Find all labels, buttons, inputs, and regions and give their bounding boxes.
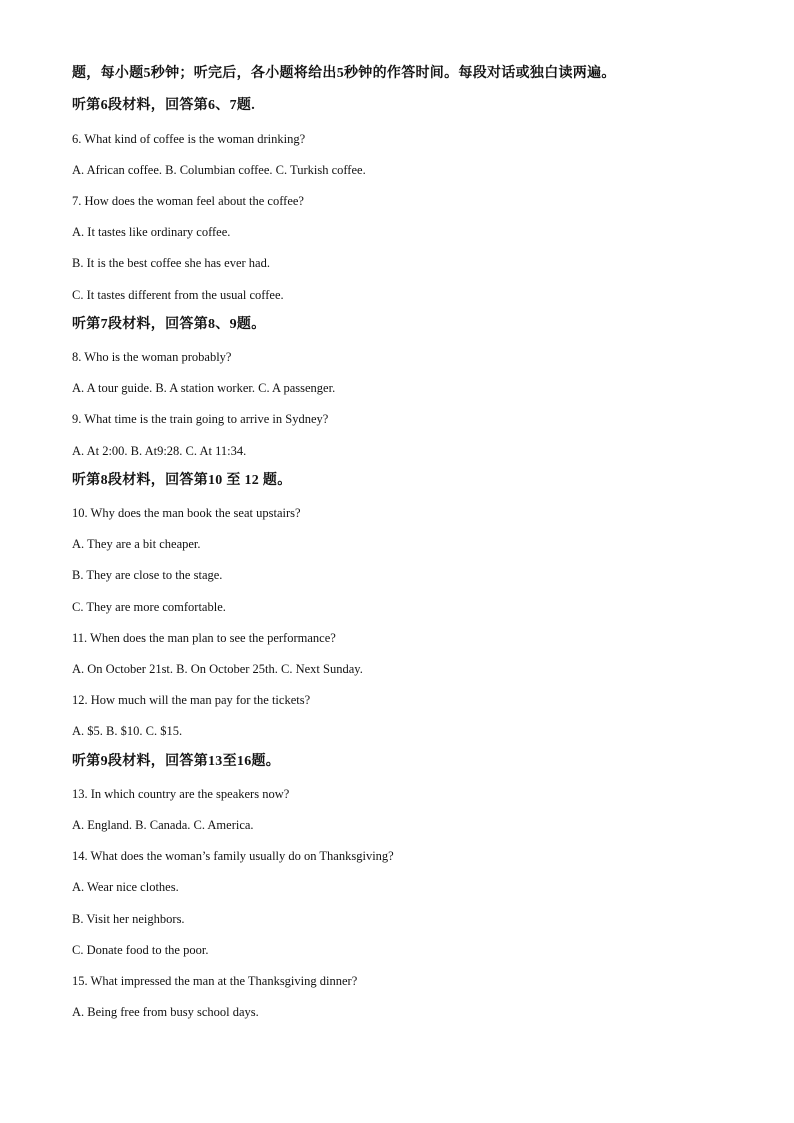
option-14c: C. Donate food to the poor.: [72, 943, 209, 957]
option-10c: C. They are more comfortable.: [72, 600, 226, 614]
section-heading-7: 听第7段材料，回答第8、9题。: [72, 317, 266, 332]
options-11: A. On October 21st. B. On October 25th. C. Next Sunday.: [72, 662, 363, 676]
section-heading-8: 听第8段材料，回答第10 至 12 题。: [72, 473, 292, 488]
option-7c: C. It tastes different from the usual coffee.: [72, 288, 284, 302]
option-14a: A. Wear nice clothes.: [72, 880, 179, 894]
question-9: 9. What time is the train going to arrive in Sydney?: [72, 412, 329, 426]
options-12: A. $5. B. $10. C. $15.: [72, 724, 183, 738]
options-9: A. At 2:00. B. At9:28. C. At 11:34.: [72, 444, 247, 458]
option-7b: B. It is the best coffee she has ever had.: [72, 256, 270, 270]
instruction-text: 题，每小题5秒钟；听完后，各小题将给出5秒钟的作答时间。每段对话或独白读两遍。: [72, 66, 616, 81]
question-13: 13. In which country are the speakers now?: [72, 787, 290, 801]
option-10b: B. They are close to the stage.: [72, 568, 223, 582]
options-8: A. A tour guide. B. A station worker. C. A passenger.: [72, 381, 336, 395]
question-15: 15. What impressed the man at the Thanksgiving dinner?: [72, 974, 358, 988]
section-heading-9: 听第9段材料，回答第13至16题。: [72, 754, 281, 769]
options-13: A. England. B. Canada. C. America.: [72, 818, 254, 832]
option-10a: A. They are a bit cheaper.: [72, 537, 201, 551]
question-11: 11. When does the man plan to see the performance?: [72, 631, 336, 645]
option-15a: A. Being free from busy school days.: [72, 1005, 259, 1019]
question-6: 6. What kind of coffee is the woman drinking?: [72, 132, 306, 146]
question-10: 10. Why does the man book the seat upstairs?: [72, 506, 301, 520]
question-14: 14. What does the woman’s family usually do on Thanksgiving?: [72, 849, 394, 863]
question-12: 12. How much will the man pay for the tickets?: [72, 693, 311, 707]
option-14b: B. Visit her neighbors.: [72, 912, 185, 926]
question-7: 7. How does the woman feel about the coffee?: [72, 194, 304, 208]
section-heading-6: 听第6段材料，回答第6、7题.: [72, 98, 255, 113]
question-8: 8. Who is the woman probably?: [72, 350, 232, 364]
option-7a: A. It tastes like ordinary coffee.: [72, 225, 231, 239]
options-6: A. African coffee. B. Columbian coffee. C. Turkish coffee.: [72, 163, 366, 177]
